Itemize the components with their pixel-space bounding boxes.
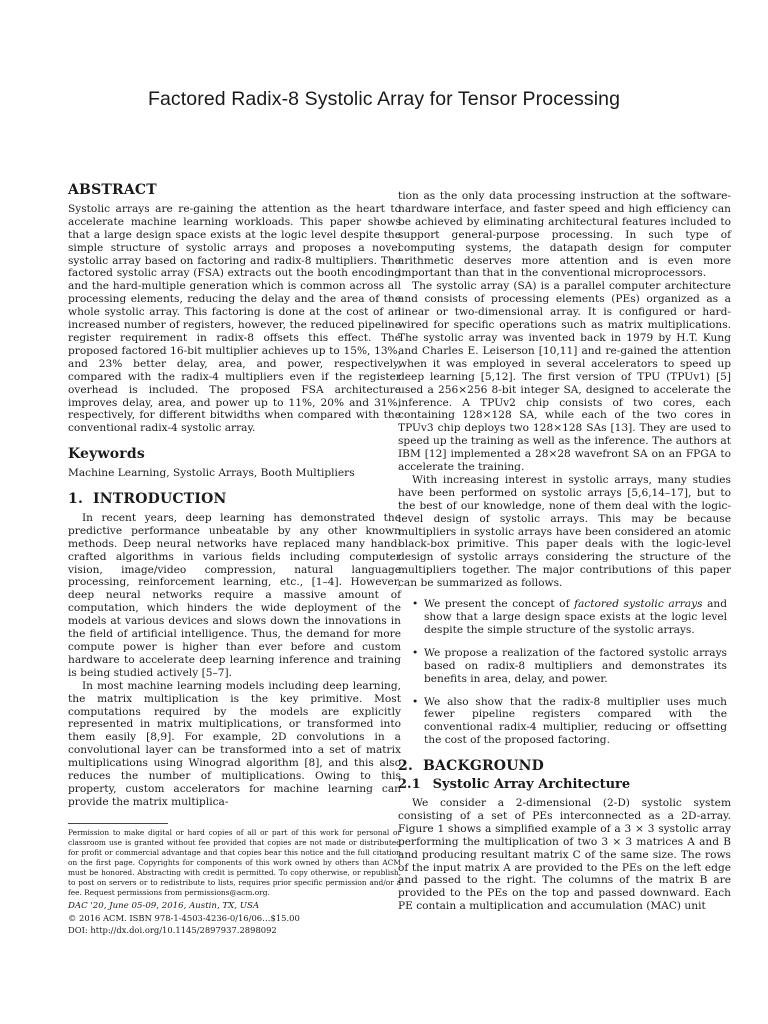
copyright-footnote	[68, 823, 401, 936]
subsection-number: 2.1	[398, 777, 421, 793]
introduction-heading	[68, 493, 401, 506]
systolic-array-paragraph: The systolic array (SA) is a parallel computer architecture and consists of processing elements (PEs) organized as a linear or two-dimensional array. It is configured or hard-wired for specific operations such as matrix multiplications. The systolic array was invented back in 1979 by H.T. Kung and Charles E. Leiserson [10,11] and re-gained the attention when it was employed in several accelerators to speed up deep learning [5,12]. The first version of TPU (TPUv1) [5] used a 256×256 8-bit integer SA, designed to accelerate the inference. A TPUv2 chip consists of two cores, each containing 128×128 SA, while each of the two cores in TPUv3 chip deploys two 128×128 SAs [13]. They are used to speed up the training as well as the inference. The authors at IBM [12] implemented a 28×28 wavefront SA on an FPGA to accelerate the training.	[398, 280, 731, 474]
abstract-text: Systolic arrays are re-gaining the attention as the heart to accelerate machine learning workloads. This paper shows that a large design space exists at the logic level despite the simple structure of systolic arrays and proposes a novel systolic array based on factoring and radix-8 multipliers. The factored systolic array (FSA) extracts out the booth encoding and the hard-multiple generation which is common across all processing elements, reducing the delay and the area of the whole systolic array. This factoring is done at the cost of an increased number of registers, however, the reduced pipeline register requirement in radix-8 offsets this effect. The proposed factored 16-bit multiplier achieves up to 15%, 13%, and 23% better delay, area, and power, respectively, compared with the radix-4 multipliers even if the register overhead is included. The proposed FSA architecture improves delay, area, and power up to 11%, 20% and 31%, respectively, for different bitwidths when compared with the conventional radix-4 systolic array.	[68, 202, 401, 435]
contributions-list	[398, 598, 731, 747]
related-work-paragraph: With increasing interest in systolic arrays, many studies have been performed on systolic arrays [5,6,14–17], but to the best of our knowledge, none of them deal with the logic-level design of systolic arrays. This may be because multipliers in systolic arrays have been considered an atomic black-box primitive. This paper deals with the logic-level design of systolic arrays considering the structure of the multipliers together. The major contributions of this paper can be summarized as follows.	[398, 473, 731, 590]
section-number: 1.	[68, 491, 84, 508]
intro-paragraph-1: In recent years, deep learning has demonstrated the predictive performance unbeatable by any other known methods. Deep neural networks have replaced many hand-crafted algorithms in various fields including computer vision, image/video compression, natural language processing, reinforcement learning, etc., [1–4]. However, deep neural networks require a massive amount of computation, which hinders the wide deployment of the models at various devices and slows down the innovations in the field of artificial intelligence. Thus, the demand for more compute power is higher than ever before and custom hardware to accelerate deep learning inference and training is being studied actively [5–7].	[68, 511, 401, 679]
bullet-icon: •	[412, 646, 419, 659]
background-paragraph: We consider a 2-dimensional (2-D) systolic system consisting of a set of PEs interconnected as a 2D-array. Figure 1 shows a simplified example of a 3 × 3 systolic array performing the multiplication of two 3 × 3 matrices A and B and producing resultant matrix C of the same size. The rows of the input matrix A are provided to the PEs on the left edge and passed to the right. The columns of the matrix B are provided to the PEs on the top and passed downward. Each PE contain a multiplication and accumulation (MAC) unit	[398, 796, 731, 913]
intro-paragraph-2: In most machine learning models including deep learning, the matrix multiplication is the key primitive. Most computations required by the models are explicitly represented in matrix multiplications, or transformed into them easily [8,9]. For example, 2D convolutions in a convolutional layer can be transformed into a set of matrix multiplications using Winograd algorithm [8], and this also reduces the number of multiplications. Owing to this property, custom accelerators for machine learning can provide the matrix multiplica-	[68, 679, 401, 808]
background-section	[398, 760, 731, 913]
subsection-heading	[398, 779, 731, 792]
section-title: BACKGROUND	[423, 758, 544, 775]
keywords-heading: Keywords	[68, 446, 145, 463]
subsection-title: Systolic Array Architecture	[432, 777, 631, 793]
keywords-section	[68, 448, 401, 480]
contribution-item-3: • We also show that the radix-8 multiplier uses much fewer pipeline registers compared with the conventional radix-4 multiplier, reducing or offsetting the cost of the proposed factoring.	[412, 695, 727, 747]
bullet-icon: •	[412, 598, 419, 611]
left-column	[68, 184, 401, 936]
abstract-heading: ABSTRACT	[68, 182, 157, 198]
section-title: INTRODUCTION	[93, 491, 227, 508]
contribution-item-1: • We present the concept of factored systolic arrays and show that a large design space exists at the logic level despite the simple structure of the systolic arrays.	[412, 598, 727, 636]
copyright-line: © 2016 ACM. ISBN 978-1-4503-4236-0/16/06…$15.00	[68, 912, 300, 923]
contribution-item-2: • We propose a realization of the factored systolic arrays based on radix-8 multipliers and demonstrates its benefits in area, delay, and power.	[412, 646, 727, 685]
footnote-rule	[68, 823, 168, 824]
permission-notice: Permission to make digital or hard copies of all or part of this work for personal or classroom use is granted without fee provided that copies are not made or distributed for profit or commercial advantage and that copies bear this notice and the full citation on the first page. Copyrights for components of this work owned by others than ACM must be honored. Abstracting with credit is permitted. To copy otherwise, or republish, to post on servers or to redistribute to lists, requires prior specific permission and/or a fee. Request permissions from permissions@acm.org.	[68, 827, 401, 897]
emphasis-text: factored systolic arrays	[574, 598, 703, 611]
background-heading	[398, 760, 731, 773]
bullet-icon: •	[412, 695, 419, 708]
introduction-section	[68, 493, 401, 809]
paper-title: Factored Radix-8 Systolic Array for Tensor Processing	[147, 88, 621, 110]
intro-continued-paragraph: tion as the only data processing instruction at the software-hardware interface, and faster speed and high efficiency can be achieved by eliminating architectural features included to support general-purpose processing. In such type of computing systems, the datapath design for computer arithmetic deserves more attention and is even more important than that in the conventional microprocessors.	[398, 190, 731, 280]
conference-info: DAC '20, June 05-09, 2016, Austin, TX, USA	[68, 900, 260, 911]
keywords-text: Machine Learning, Systolic Arrays, Booth Multipliers	[68, 467, 355, 480]
right-column	[398, 190, 731, 913]
doi-link[interactable]: DOI: http://dx.doi.org/10.1145/2897937.2898092	[68, 924, 277, 935]
section-number: 2.	[398, 758, 414, 775]
